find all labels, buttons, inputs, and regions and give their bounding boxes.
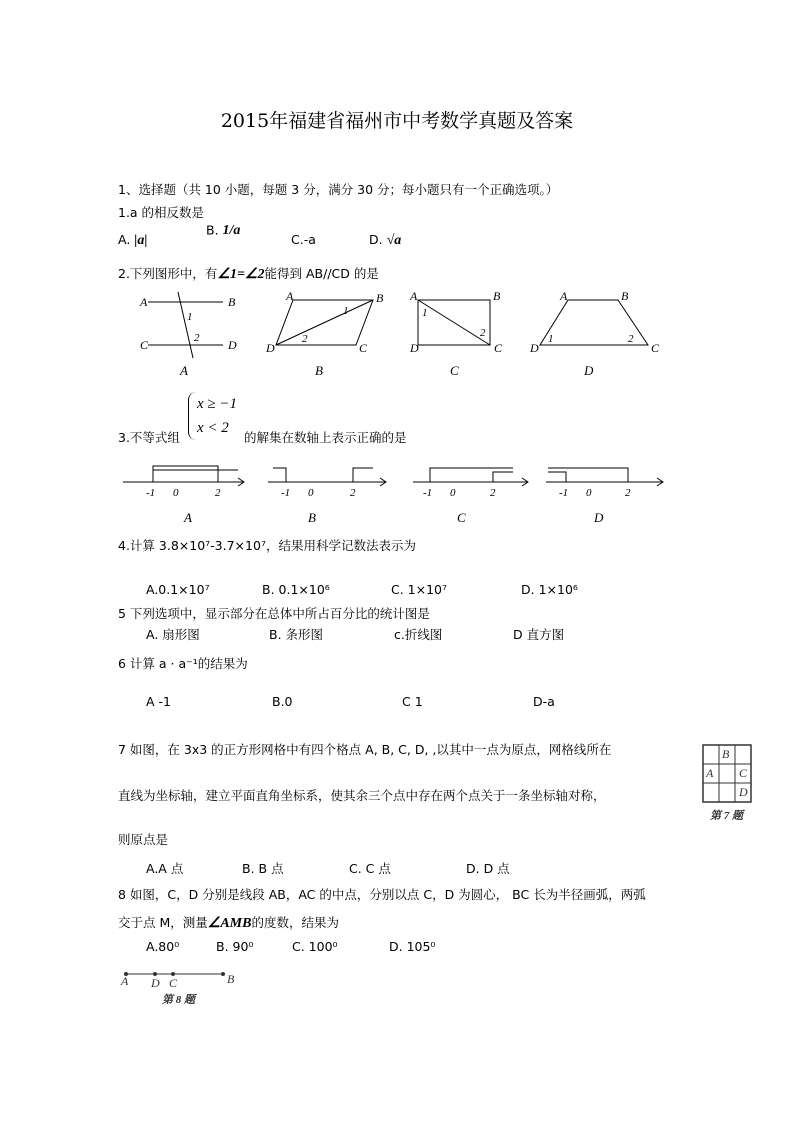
q7-option-b: B. B 点 — [242, 861, 284, 876]
section-heading: 1、选择题（共 10 小题，每题 3 分，满分 30 分；每小题只有一个正确选项。） — [118, 182, 559, 197]
q1-option-a: A. |a| — [118, 232, 148, 248]
q4-stem: 4.计算 3.8×10⁷-3.7×10⁷，结果用科学记数法表示为 — [118, 538, 416, 553]
q8-line1: 8 如图，C，D 分别是线段 AB，AC 的中点，分别以点 C，D 为圆心， BC 长为半径画弧，两弧 — [118, 887, 646, 902]
svg-text:D: D — [410, 341, 419, 355]
q8-option-b: B. 90⁰ — [216, 939, 254, 954]
svg-text:0: 0 — [173, 487, 179, 499]
q4-option-b: B. 0.1×10⁶ — [262, 582, 330, 597]
q3-stem-pre: 3.不等式组 — [118, 430, 180, 445]
svg-text:1: 1 — [422, 307, 428, 319]
q2-figure-c — [409, 290, 503, 355]
svg-text:B: B — [315, 363, 323, 378]
q5-option-b: B. 条形图 — [269, 627, 324, 642]
svg-text:A: A — [560, 290, 568, 303]
svg-text:A: A — [706, 766, 714, 780]
svg-text:B: B — [227, 972, 235, 986]
q5-option-a: A. 扇形图 — [146, 627, 200, 642]
q7-line3: 则原点是 — [118, 832, 169, 847]
svg-text:0: 0 — [450, 487, 456, 499]
q8-option-d: D. 105⁰ — [389, 939, 436, 954]
q4-option-c: C. 1×10⁷ — [391, 582, 448, 597]
svg-text:A: A — [286, 290, 294, 303]
q1-option-b: B. 1/a — [206, 222, 241, 238]
svg-text:1: 1 — [187, 311, 193, 323]
svg-text:2: 2 — [215, 487, 221, 499]
q7-grid-figure — [700, 742, 760, 824]
q7-option-a: A.A 点 — [146, 861, 184, 876]
svg-text:C: C — [169, 976, 178, 990]
q3-stem-post: 的解集在数轴上表示正确的是 — [244, 430, 407, 445]
svg-text:1: 1 — [548, 333, 554, 345]
svg-text:B: B — [228, 295, 236, 309]
svg-text:0: 0 — [308, 487, 314, 499]
q5-stem: 5 下列选项中，显示部分在总体中所占百分比的统计图是 — [118, 606, 430, 621]
svg-text:2: 2 — [480, 327, 486, 339]
q6-option-d: D-a — [533, 694, 555, 709]
svg-text:B: B — [621, 290, 629, 303]
q3-numberline-b — [268, 468, 386, 525]
q7-line2: 直线为坐标轴，建立平面直角坐标系，使其余三个点中存在两个点关于一条坐标轴对称， — [118, 788, 606, 803]
svg-text:D: D — [594, 510, 604, 525]
svg-text:C: C — [359, 341, 368, 355]
svg-text:C: C — [140, 338, 149, 352]
q4-option-a: A.0.1×10⁷ — [146, 582, 210, 597]
q4-option-d: D. 1×10⁶ — [521, 582, 578, 597]
svg-text:A: A — [410, 290, 418, 303]
svg-text:-1: -1 — [146, 487, 156, 499]
svg-text:B: B — [308, 510, 316, 525]
q3-inequality-system: x ≥ −1 x < 2 — [188, 392, 237, 440]
q8-option-c: C. 100⁰ — [292, 939, 338, 954]
svg-text:-1: -1 — [281, 487, 291, 499]
svg-text:A: A — [184, 510, 192, 525]
page-title: 2015年福建省福州市中考数学真题及答案 — [220, 110, 574, 132]
q2-figure-b — [265, 290, 384, 355]
svg-text:第 7 题: 第 7 题 — [710, 810, 743, 822]
q8-segment-figure — [118, 966, 248, 1011]
q2-figure-d — [529, 290, 660, 355]
svg-text:C: C — [739, 766, 748, 780]
svg-text:C: C — [494, 341, 503, 355]
svg-text:C: C — [457, 510, 466, 525]
q7-line1: 7 如图，在 3x3 的正方形网格中有四个格点 A, B, C, D, ,以其中一点为原点，网格线所在 — [118, 742, 612, 757]
svg-text:A: A — [180, 363, 188, 378]
svg-text:A: A — [140, 295, 148, 309]
svg-text:2: 2 — [625, 487, 631, 499]
svg-text:D: D — [584, 363, 594, 378]
svg-text:第 8 题: 第 8 题 — [162, 994, 195, 1006]
q2-stem: 2.下列图形中，有∠1=∠2能得到 AB//CD 的是 — [118, 266, 379, 282]
q8-option-a: A.80⁰ — [146, 939, 180, 954]
q1-option-c: C.-a — [291, 232, 316, 247]
q6-option-b: B.0 — [272, 694, 293, 709]
q6-option-a: A -1 — [146, 694, 171, 709]
q2-figures — [118, 290, 668, 380]
svg-text:0: 0 — [586, 487, 592, 499]
q3-number-lines — [118, 458, 668, 530]
svg-text:2: 2 — [490, 487, 496, 499]
svg-text:D: D — [228, 338, 237, 352]
svg-text:C: C — [651, 341, 660, 355]
svg-text:D: D — [266, 341, 275, 355]
svg-text:2: 2 — [302, 333, 308, 345]
svg-text:D: D — [530, 341, 539, 355]
svg-text:-1: -1 — [559, 487, 569, 499]
q3-numberline-a — [123, 466, 244, 525]
q7-option-d: D. D 点 — [466, 861, 510, 876]
svg-text:C: C — [450, 363, 459, 378]
q3-numberline-c — [413, 468, 528, 525]
svg-text:1: 1 — [343, 305, 349, 317]
q1-stem: 1.a 的相反数是 — [118, 205, 205, 220]
q7-option-c: C. C 点 — [349, 861, 391, 876]
q2-figure-a — [139, 292, 237, 358]
q5-option-d: D 直方图 — [513, 627, 565, 642]
q1-option-d: D. √a — [369, 232, 402, 248]
svg-text:D: D — [739, 785, 748, 799]
svg-text:B: B — [376, 291, 384, 305]
q3-numberline-d — [546, 468, 663, 525]
svg-text:2: 2 — [350, 487, 356, 499]
q5-option-c: c.折线图 — [394, 627, 443, 642]
svg-text:2: 2 — [194, 332, 200, 344]
q6-stem: 6 计算 a · a⁻¹的结果为 — [118, 656, 248, 671]
svg-text:A: A — [121, 974, 129, 988]
svg-text:B: B — [493, 290, 501, 303]
svg-text:2: 2 — [628, 333, 634, 345]
svg-text:-1: -1 — [423, 487, 433, 499]
q6-option-c: C 1 — [402, 694, 423, 709]
svg-text:B: B — [722, 747, 730, 761]
svg-text:D: D — [151, 976, 160, 990]
q8-line2: 交于点 M，测量∠AMB的度数，结果为 — [118, 915, 339, 931]
